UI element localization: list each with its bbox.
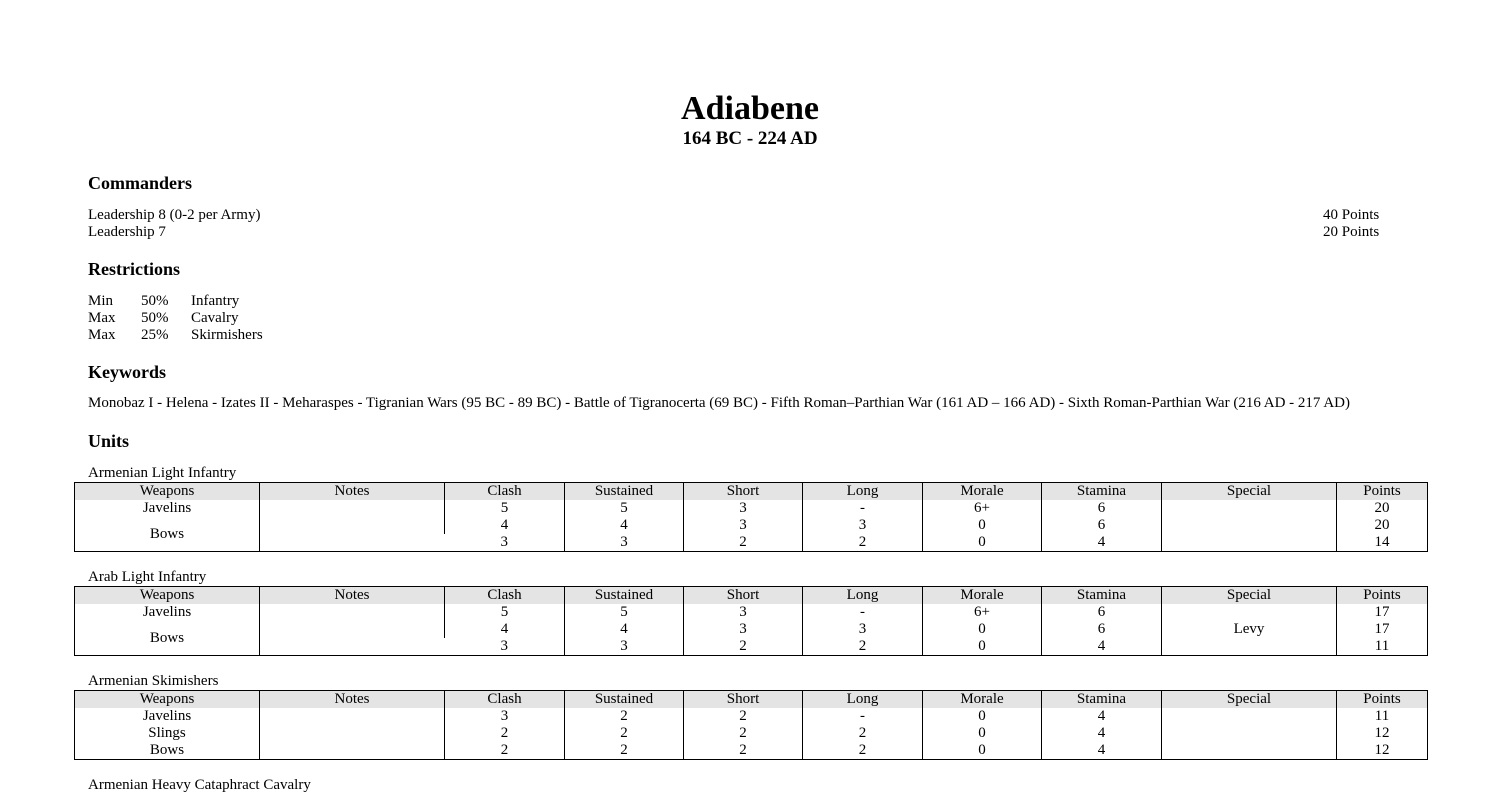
unit-name: Armenian Skimishers	[88, 673, 219, 689]
column-header: Points	[1337, 691, 1428, 709]
points-cell: 20	[1337, 517, 1428, 534]
weapon-cell: Javelins	[142, 604, 192, 620]
stamina-cell: 6	[1042, 604, 1162, 621]
long-cell: -	[803, 708, 923, 725]
short-cell: 2	[684, 534, 803, 552]
column-header: Weapons	[75, 483, 260, 501]
long-cell: 2	[803, 742, 923, 760]
unit-table	[74, 690, 1428, 760]
points-cell: 11	[1337, 708, 1428, 725]
column-header: Stamina	[1042, 587, 1162, 605]
column-header: Morale	[923, 483, 1042, 501]
restriction-type: Infantry	[191, 293, 240, 309]
sustained-cell: 4	[565, 621, 684, 638]
long-cell: 2	[803, 725, 923, 742]
clash-cell: 3	[445, 708, 565, 725]
long-cell: 3	[803, 517, 923, 534]
stamina-cell: 4	[1042, 725, 1162, 742]
clash-cell: 3	[500, 638, 508, 654]
restriction-type: Cavalry	[191, 310, 239, 326]
morale-cell: 0	[923, 534, 1042, 552]
sustained-cell: 2	[565, 742, 684, 760]
column-header: Weapons	[75, 587, 260, 605]
unit-name: Armenian Light Infantry	[88, 465, 237, 481]
stamina-cell: 6	[1042, 621, 1162, 638]
table-row	[75, 500, 1428, 517]
points-cell: 12	[1337, 725, 1428, 742]
clash-cell: 3	[500, 534, 508, 550]
sustained-cell: 3	[565, 534, 684, 552]
unit-name: Arab Light Infantry	[88, 569, 207, 585]
column-header: Morale	[923, 691, 1042, 709]
weapon-cell: Javelins	[142, 500, 192, 516]
short-cell: 2	[684, 725, 803, 742]
unit-table	[74, 586, 1428, 656]
morale-cell: 0	[923, 708, 1042, 725]
commanders-heading: Commanders	[88, 173, 192, 193]
weapon-cell: Bows	[149, 525, 185, 542]
stamina-cell: 4	[1042, 708, 1162, 725]
clash-cell: 5	[445, 604, 565, 621]
long-cell: -	[803, 604, 923, 621]
column-header: Short	[684, 483, 803, 501]
short-cell: 3	[684, 500, 803, 517]
column-header: Weapons	[75, 691, 260, 709]
clash-cell: 4	[445, 621, 565, 638]
sustained-cell: 4	[565, 517, 684, 534]
sustained-cell: 2	[565, 725, 684, 742]
stamina-cell: 6	[1042, 517, 1162, 534]
short-cell: 3	[684, 621, 803, 638]
morale-cell: 0	[923, 638, 1042, 656]
long-cell: 2	[803, 638, 923, 656]
keywords-text: Monobaz I - Helena - Izates II - Meharaspes - Tigranian Wars (95 BC - 89 BC) - Battle of Tigranocerta (69 BC) - Fifth Roman–Parthian War (161 AD – 166 AD) - Sixth Roman-Parthian War (216 AD - 217 AD)	[88, 395, 1350, 411]
column-header: Points	[1337, 587, 1428, 605]
sustained-cell: 3	[565, 638, 684, 656]
commander-points: 20 Points	[1323, 224, 1380, 240]
notes-cell	[260, 708, 445, 760]
special-cell	[1162, 500, 1337, 552]
column-header: Short	[684, 691, 803, 709]
table-row	[75, 708, 1428, 725]
stamina-cell: 4	[1042, 534, 1162, 552]
restriction-limit: Min	[88, 293, 114, 309]
morale-cell: 0	[923, 517, 1042, 534]
restriction-percent: 50%	[141, 310, 169, 326]
column-header: Long	[803, 587, 923, 605]
points-cell: 17	[1337, 621, 1428, 638]
restriction-limit: Max	[88, 327, 116, 343]
sustained-cell: 5	[565, 500, 684, 517]
restrictions-heading: Restrictions	[88, 259, 180, 279]
clash-cell: 2	[445, 725, 565, 742]
table-header-row	[75, 483, 1428, 501]
stamina-cell: 6	[1042, 500, 1162, 517]
column-header: Stamina	[1042, 483, 1162, 501]
column-header: Long	[803, 691, 923, 709]
table-header-row	[75, 587, 1428, 605]
points-cell: 11	[1337, 638, 1428, 656]
sustained-cell: 2	[565, 708, 684, 725]
restriction-percent: 50%	[141, 293, 169, 309]
points-cell: 12	[1337, 742, 1428, 760]
column-header: Notes	[260, 587, 445, 605]
stamina-cell: 4	[1042, 638, 1162, 656]
commander-points: 40 Points	[1323, 207, 1380, 223]
column-header: Points	[1337, 483, 1428, 501]
column-header: Stamina	[1042, 691, 1162, 709]
notes-cell	[260, 604, 445, 656]
points-cell: 14	[1337, 534, 1428, 552]
weapon-cell: Slings	[148, 725, 186, 741]
morale-cell: 0	[923, 742, 1042, 760]
weapon-cell: Bows	[149, 629, 185, 646]
long-cell: -	[803, 500, 923, 517]
column-header: Morale	[923, 587, 1042, 605]
sustained-cell: 5	[565, 604, 684, 621]
points-cell: 17	[1337, 604, 1428, 621]
column-header: Special	[1162, 587, 1337, 605]
morale-cell: 6+	[923, 604, 1042, 621]
morale-cell: 0	[923, 621, 1042, 638]
short-cell: 2	[684, 742, 803, 760]
restriction-type: Skirmishers	[191, 327, 263, 343]
weapon-cell: Javelins	[142, 708, 192, 724]
points-cell: 20	[1337, 500, 1428, 517]
table-header-row	[75, 691, 1428, 709]
notes-cell	[260, 500, 445, 552]
clash-cell: 4	[445, 517, 565, 534]
column-header: Sustained	[565, 691, 684, 709]
weapon-cell: Bows	[149, 742, 185, 758]
stamina-cell: 4	[1042, 742, 1162, 760]
page-subtitle: 164 BC - 224 AD	[682, 128, 818, 149]
morale-cell: 0	[923, 725, 1042, 742]
restriction-percent: 25%	[141, 327, 169, 343]
column-header: Special	[1162, 691, 1337, 709]
clash-cell: 5	[445, 500, 565, 517]
next-unit-name-partial: Armenian Heavy Cataphract Cavalry	[88, 777, 311, 793]
commander-label: Leadership 8 (0-2 per Army)	[88, 207, 261, 223]
table-row	[75, 604, 1428, 621]
long-cell: 2	[803, 534, 923, 552]
keywords-heading: Keywords	[88, 362, 166, 382]
short-cell: 2	[684, 708, 803, 725]
column-header: Clash	[445, 483, 565, 501]
morale-cell: 6+	[923, 500, 1042, 517]
page-title: Adiabene	[681, 90, 819, 127]
column-header: Sustained	[565, 587, 684, 605]
column-header: Long	[803, 483, 923, 501]
column-header: Sustained	[565, 483, 684, 501]
clash-cell: 2	[445, 742, 565, 760]
special-cell	[1162, 708, 1337, 760]
column-header: Clash	[445, 587, 565, 605]
restriction-limit: Max	[88, 310, 116, 326]
column-header: Special	[1162, 483, 1337, 501]
short-cell: 3	[684, 517, 803, 534]
special-cell: Levy	[1162, 604, 1337, 656]
column-header: Short	[684, 587, 803, 605]
column-header: Notes	[260, 691, 445, 709]
short-cell: 2	[684, 638, 803, 656]
long-cell: 3	[803, 621, 923, 638]
commander-label: Leadership 7	[88, 224, 166, 240]
column-header: Notes	[260, 483, 445, 501]
column-header: Clash	[445, 691, 565, 709]
short-cell: 3	[684, 604, 803, 621]
units-heading: Units	[88, 431, 130, 451]
unit-table	[74, 482, 1428, 552]
